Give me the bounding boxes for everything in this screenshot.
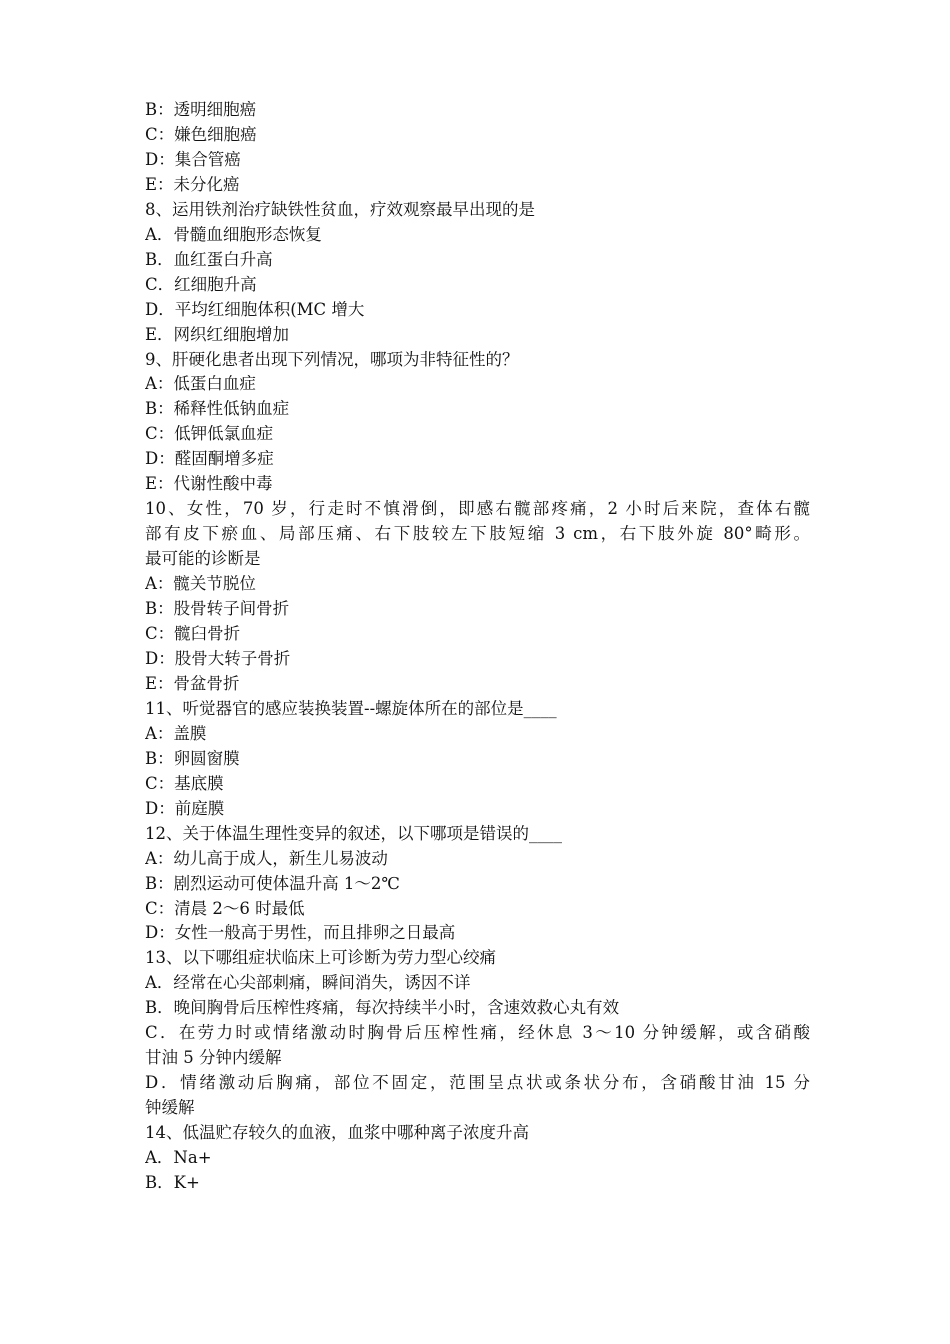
option-line: 甘油 5 分钟内缓解 — [145, 1048, 282, 1068]
option-line: A．经常在心尖部刺痛，瞬间消失，诱因不详 — [145, 973, 471, 993]
question-line: 9、肝硬化患者出现下列情况，哪项为非特征性的？ — [145, 349, 519, 369]
option-line: C：嫌色细胞癌 — [145, 124, 257, 144]
option-line: D．平均红细胞体积(MC 增大 — [145, 299, 365, 319]
question-line: 12、关于体温生理性变异的叙述，以下哪项是错误的____ — [145, 823, 562, 843]
option-line: B．血红蛋白升高 — [145, 249, 273, 269]
option-line: C：基底膜 — [145, 773, 224, 793]
option-line: 钟缓解 — [145, 1098, 195, 1118]
question-line: 部有皮下瘀血、局部压痛、右下肢较左下肢短缩 3 cm，右下肢外旋 80°畸形。 — [145, 524, 810, 544]
option-line: A．骨髓血细胞形态恢复 — [145, 224, 322, 244]
option-line: C．红细胞升高 — [145, 274, 257, 294]
option-line: D．情绪激动后胸痛，部位不固定，范围呈点状或条状分布，含硝酸甘油 15 分 — [145, 1073, 810, 1093]
option-line: A：髋关节脱位 — [145, 574, 256, 594]
option-line: C：清晨 2～6 时最低 — [145, 898, 305, 918]
option-line: E．网织红细胞增加 — [145, 324, 290, 344]
option-line: D：前庭膜 — [145, 798, 225, 818]
option-line: B：卵圆窗膜 — [145, 748, 240, 768]
option-line: C：髋臼骨折 — [145, 624, 241, 644]
question-text-body — [145, 98, 810, 1196]
option-line: B：稀释性低钠血症 — [145, 399, 290, 419]
option-line: A．Na+ — [145, 1148, 212, 1168]
option-line: B．晚间胸骨后压榨性疼痛，每次持续半小时，含速效救心丸有效 — [145, 998, 620, 1018]
option-line: A：盖膜 — [145, 723, 207, 743]
option-line: D：女性一般高于男性，而且排卵之日最高 — [145, 923, 456, 943]
option-line: B：剧烈运动可使体温升高 1～2℃ — [145, 873, 400, 893]
option-line: D：股骨大转子骨折 — [145, 648, 291, 668]
option-line: C：低钾低氯血症 — [145, 424, 274, 444]
option-line: D：集合管癌 — [145, 149, 241, 169]
option-line: E：未分化癌 — [145, 174, 240, 194]
option-line: B：股骨转子间骨折 — [145, 599, 290, 619]
option-line: D：醛固酮增多症 — [145, 449, 274, 469]
option-line: E：骨盆骨折 — [145, 673, 240, 693]
option-line: B．K+ — [145, 1172, 200, 1192]
option-line: B：透明细胞癌 — [145, 100, 257, 119]
option-line: A：低蛋白血症 — [145, 374, 256, 394]
question-line: 13、以下哪组症状临床上可诊断为劳力型心绞痛 — [145, 948, 496, 968]
option-line: E：代谢性酸中毒 — [145, 474, 273, 494]
question-line: 11、听觉器官的感应装换装置--螺旋体所在的部位是____ — [145, 698, 557, 718]
question-line: 最可能的诊断是 — [145, 549, 261, 569]
option-line: A：幼儿高于成人，新生儿易波动 — [145, 848, 388, 868]
option-line: C．在劳力时或情绪激动时胸骨后压榨性痛，经休息 3～10 分钟缓解，或含硝酸 — [145, 1023, 810, 1043]
question-line: 14、低温贮存较久的血液，血浆中哪种离子浓度升高 — [145, 1123, 529, 1143]
question-line: 8、运用铁剂治疗缺铁性贫血，疗效观察最早出现的是 — [145, 199, 535, 219]
question-line: 10、女性，70 岁，行走时不慎滑倒，即感右髋部疼痛，2 小时后来院，查体右髋 — [145, 499, 810, 519]
